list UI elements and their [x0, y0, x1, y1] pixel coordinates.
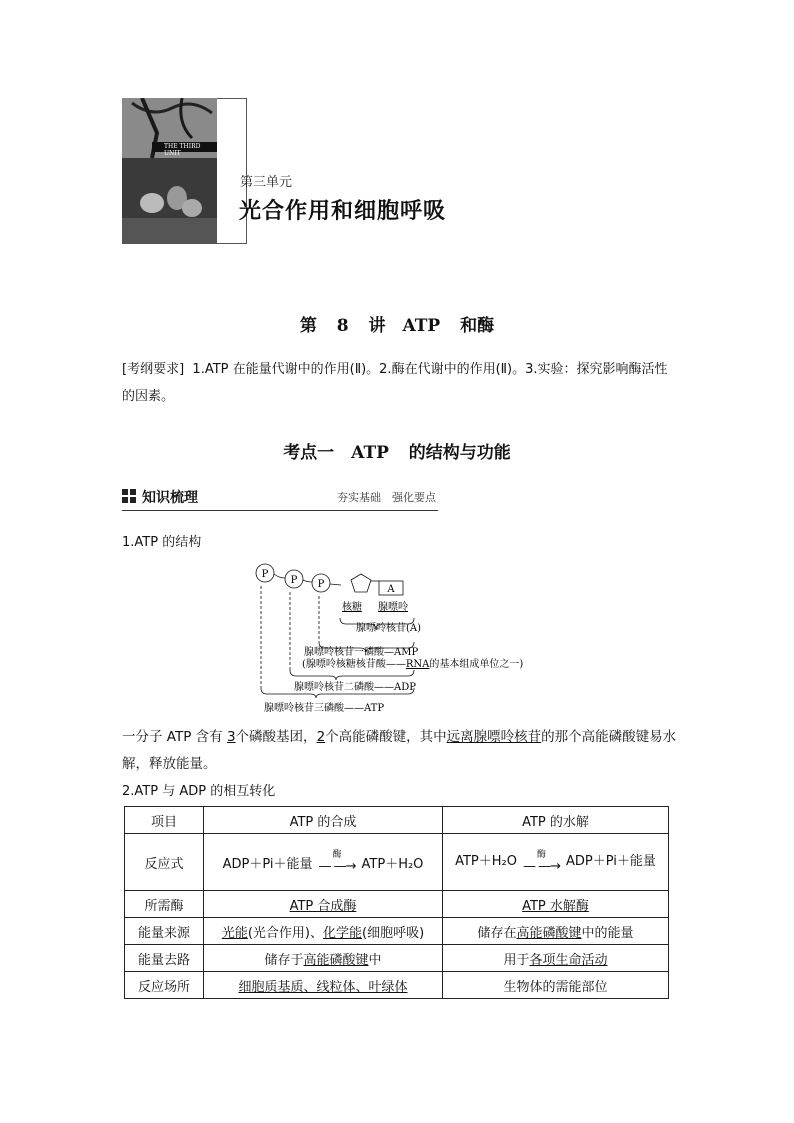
- hydrolysis-equation: ATP＋H₂O 酶 — —→ ADP＋Pi＋能量: [443, 834, 669, 891]
- table-row: [125, 834, 669, 891]
- phosphate-count: 3: [226, 729, 236, 745]
- synthase: ATP 合成酶: [289, 898, 357, 914]
- phosphate-label-3: P: [317, 579, 325, 590]
- table-row: [125, 807, 669, 834]
- photo-caption: THE THIRD UNIT: [164, 143, 201, 157]
- enzyme-arrow-icon: 酶 — —→: [318, 850, 356, 874]
- bond-1: [274, 574, 285, 578]
- adenosine-label: 腺嘌呤核苷(A): [356, 623, 422, 634]
- atp-description: 一分子 ATP 含有 3个磷酸基团，2个高能磷酸键，其中远离腺嘌呤核苷的那个高能磷酸键易水解，释放能量。: [122, 729, 677, 772]
- amp-note: (腺嘌呤核糖核苷酸——RNA的基本组成单位之一): [302, 659, 524, 670]
- structure-heading: 1.ATP 的结构: [122, 535, 202, 550]
- unit-label: 第三单元: [240, 175, 293, 190]
- topic-title: 考点一 ATP 的结构与功能: [283, 443, 511, 463]
- requirements-label: [考纲要求]: [122, 362, 185, 377]
- header-cell: ATP 的水解: [443, 807, 669, 834]
- atp-label: 腺嘌呤核苷三磷酸——ATP: [264, 703, 385, 714]
- table-row: [125, 972, 669, 999]
- adp-label: 腺嘌呤核苷二磷酸——ADP: [294, 682, 416, 693]
- ribose-label: 核糖: [342, 602, 362, 613]
- hydrolase: ATP 水解酶: [522, 898, 589, 914]
- table-row: [125, 891, 669, 918]
- table-row: 能量来源 光能(光合作用)、化学能(细胞呼吸) 储存在高能磷酸键中的能量: [125, 918, 669, 945]
- atp-adp-table: [124, 806, 669, 999]
- deer-photo-icon: [122, 98, 217, 244]
- row-label: 所需酶: [125, 891, 204, 918]
- synthesis-equation: ADP＋Pi＋能量 酶 — —→ ATP＋H₂O: [204, 834, 443, 891]
- synthesis-site: 细胞质基质、线粒体、叶绿体: [238, 979, 408, 995]
- section-header: [122, 486, 438, 511]
- section-title: 知识梳理: [142, 490, 198, 506]
- header-cell: ATP 的合成: [204, 807, 443, 834]
- hydrolysis-site: 生物体的需能部位: [443, 972, 669, 999]
- adenine-name: 腺嘌呤: [378, 602, 408, 613]
- phosphate-label-1: P: [261, 569, 269, 580]
- adenine-label: A: [387, 584, 395, 595]
- table-row: 能量去路 储存于高能磷酸键中 用于各项生命活动: [125, 945, 669, 972]
- row-label: 能量去路: [125, 945, 204, 972]
- ribose-pentagon: [351, 574, 371, 592]
- far-from-adenosine: 远离腺嘌呤核苷: [446, 729, 542, 745]
- row-label: 反应场所: [125, 972, 204, 999]
- amp-label: 腺嘌呤核苷一磷酸—AMP: [304, 647, 419, 658]
- section-subtitle: 夯实基础 强化要点: [337, 491, 436, 504]
- row-label: 反应式: [125, 834, 204, 891]
- exam-requirements: [122, 356, 677, 410]
- atp-structure-diagram: [240, 560, 560, 715]
- unit-cover-photo: [122, 98, 217, 244]
- unit-title: 光合作用和细胞呼吸: [239, 199, 447, 224]
- section-square-icon: [122, 489, 136, 503]
- conversion-heading: 2.ATP 与 ADP 的相互转化: [122, 784, 276, 799]
- lecture-title: 第 8 讲 ATP 和酶: [299, 316, 495, 336]
- bond-2: [303, 580, 312, 582]
- phosphate-label-2: P: [290, 575, 298, 586]
- bond-count: 2: [316, 729, 326, 745]
- header-cell: 项目: [125, 807, 204, 834]
- requirements-text: 1.ATP 在能量代谢中的作用(Ⅱ)。2.酶在代谢中的作用(Ⅱ)。3.实验：探究影响酶活性的因素。: [122, 362, 668, 404]
- row-label: 能量来源: [125, 918, 204, 945]
- enzyme-arrow-icon: 酶 — —→: [522, 850, 560, 874]
